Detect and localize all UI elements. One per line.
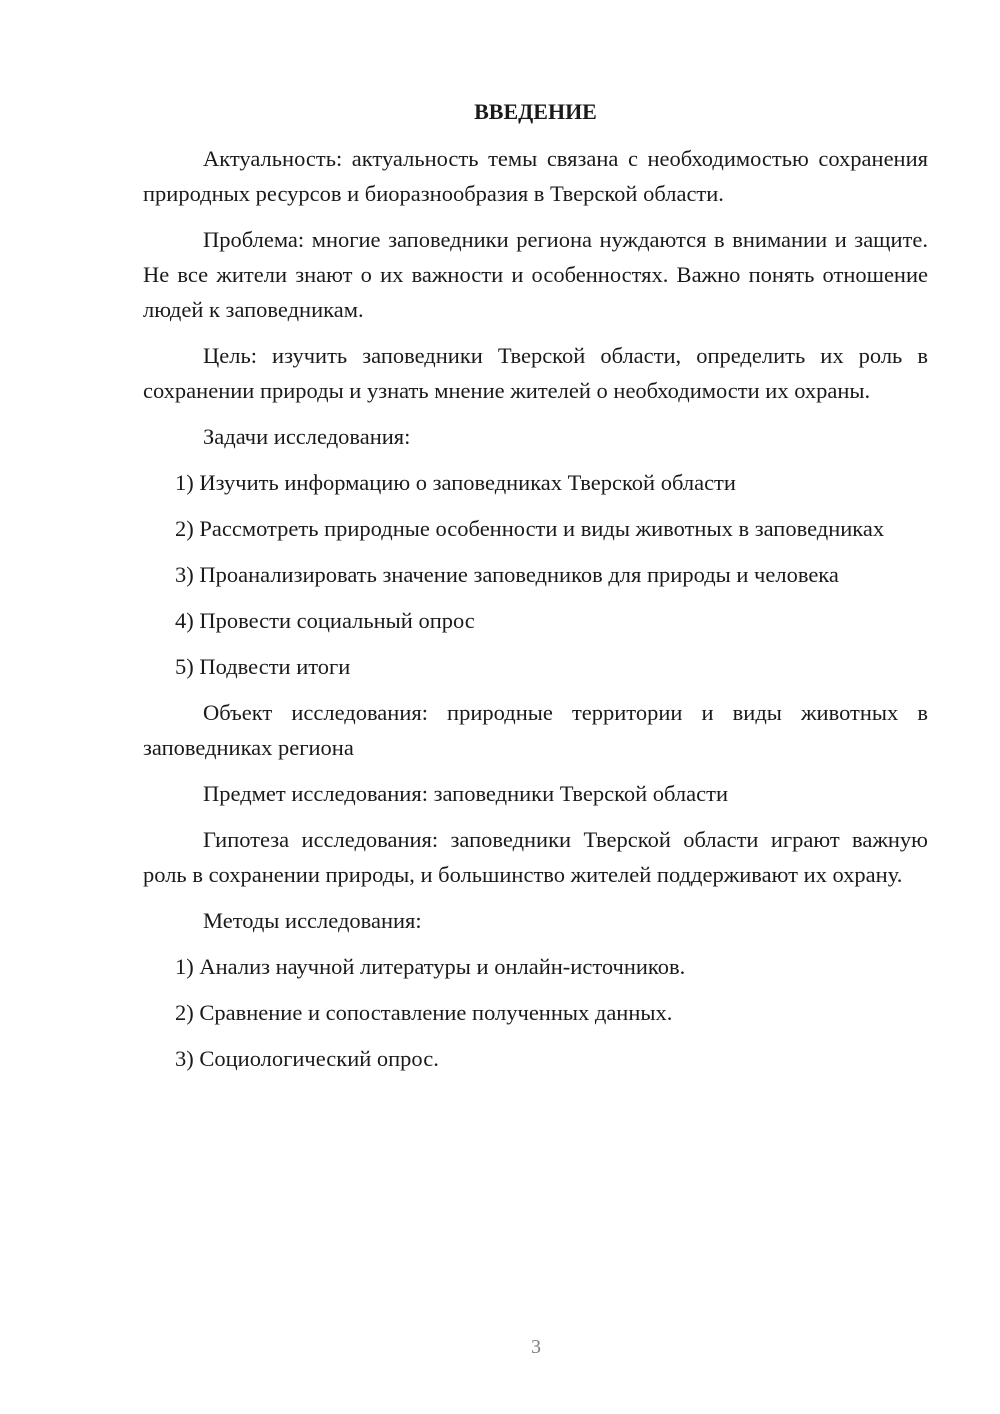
task-item: 3) Проанализировать значение заповедников для природы и человека <box>175 562 839 587</box>
task-item: 2) Рассмотреть природные особенности и виды животных в заповедниках <box>175 516 885 541</box>
method-item: 1) Анализ научной литературы и онлайн-источников. <box>175 954 686 979</box>
task-item: 4) Провести социальный опрос <box>175 608 475 633</box>
problem-paragraph: Проблема: многие заповедники региона нуждаются в внимании и защите. Не все жители знают о их важности и особенностях. Важно понять отношение людей к заповедникам. <box>143 227 928 322</box>
method-item: 3) Социологический опрос. <box>175 1046 439 1071</box>
task-item: 1) Изучить информацию о заповедниках Тверской области <box>175 470 736 495</box>
hypothesis-paragraph: Гипотеза исследования: заповедники Тверской области играют важную роль в сохранении природы, и большинство жителей поддерживают их охрану. <box>143 827 928 887</box>
relevance-paragraph: Актуальность: актуальность темы связана с необходимостью сохранения природных ресурсов и биоразнообразия в Тверской области. <box>143 146 928 206</box>
object-paragraph: Объект исследования: природные территории и виды животных в заповедниках региона <box>143 700 928 760</box>
page-number: 3 <box>531 1336 541 1358</box>
methods-heading: Методы исследования: <box>203 908 422 933</box>
page-title: ВВЕДЕНИЕ <box>474 99 597 124</box>
tasks-heading: Задачи исследования: <box>203 424 411 449</box>
goal-paragraph: Цель: изучить заповедники Тверской области, определить их роль в сохранении природы и узнать мнение жителей о необходимости их охраны. <box>143 343 928 403</box>
subject-paragraph: Предмет исследования: заповедники Тверской области <box>203 781 729 806</box>
task-item: 5) Подвести итоги <box>175 654 351 679</box>
method-item: 2) Сравнение и сопоставление полученных данных. <box>175 1000 673 1025</box>
page-content <box>143 94 928 1087</box>
